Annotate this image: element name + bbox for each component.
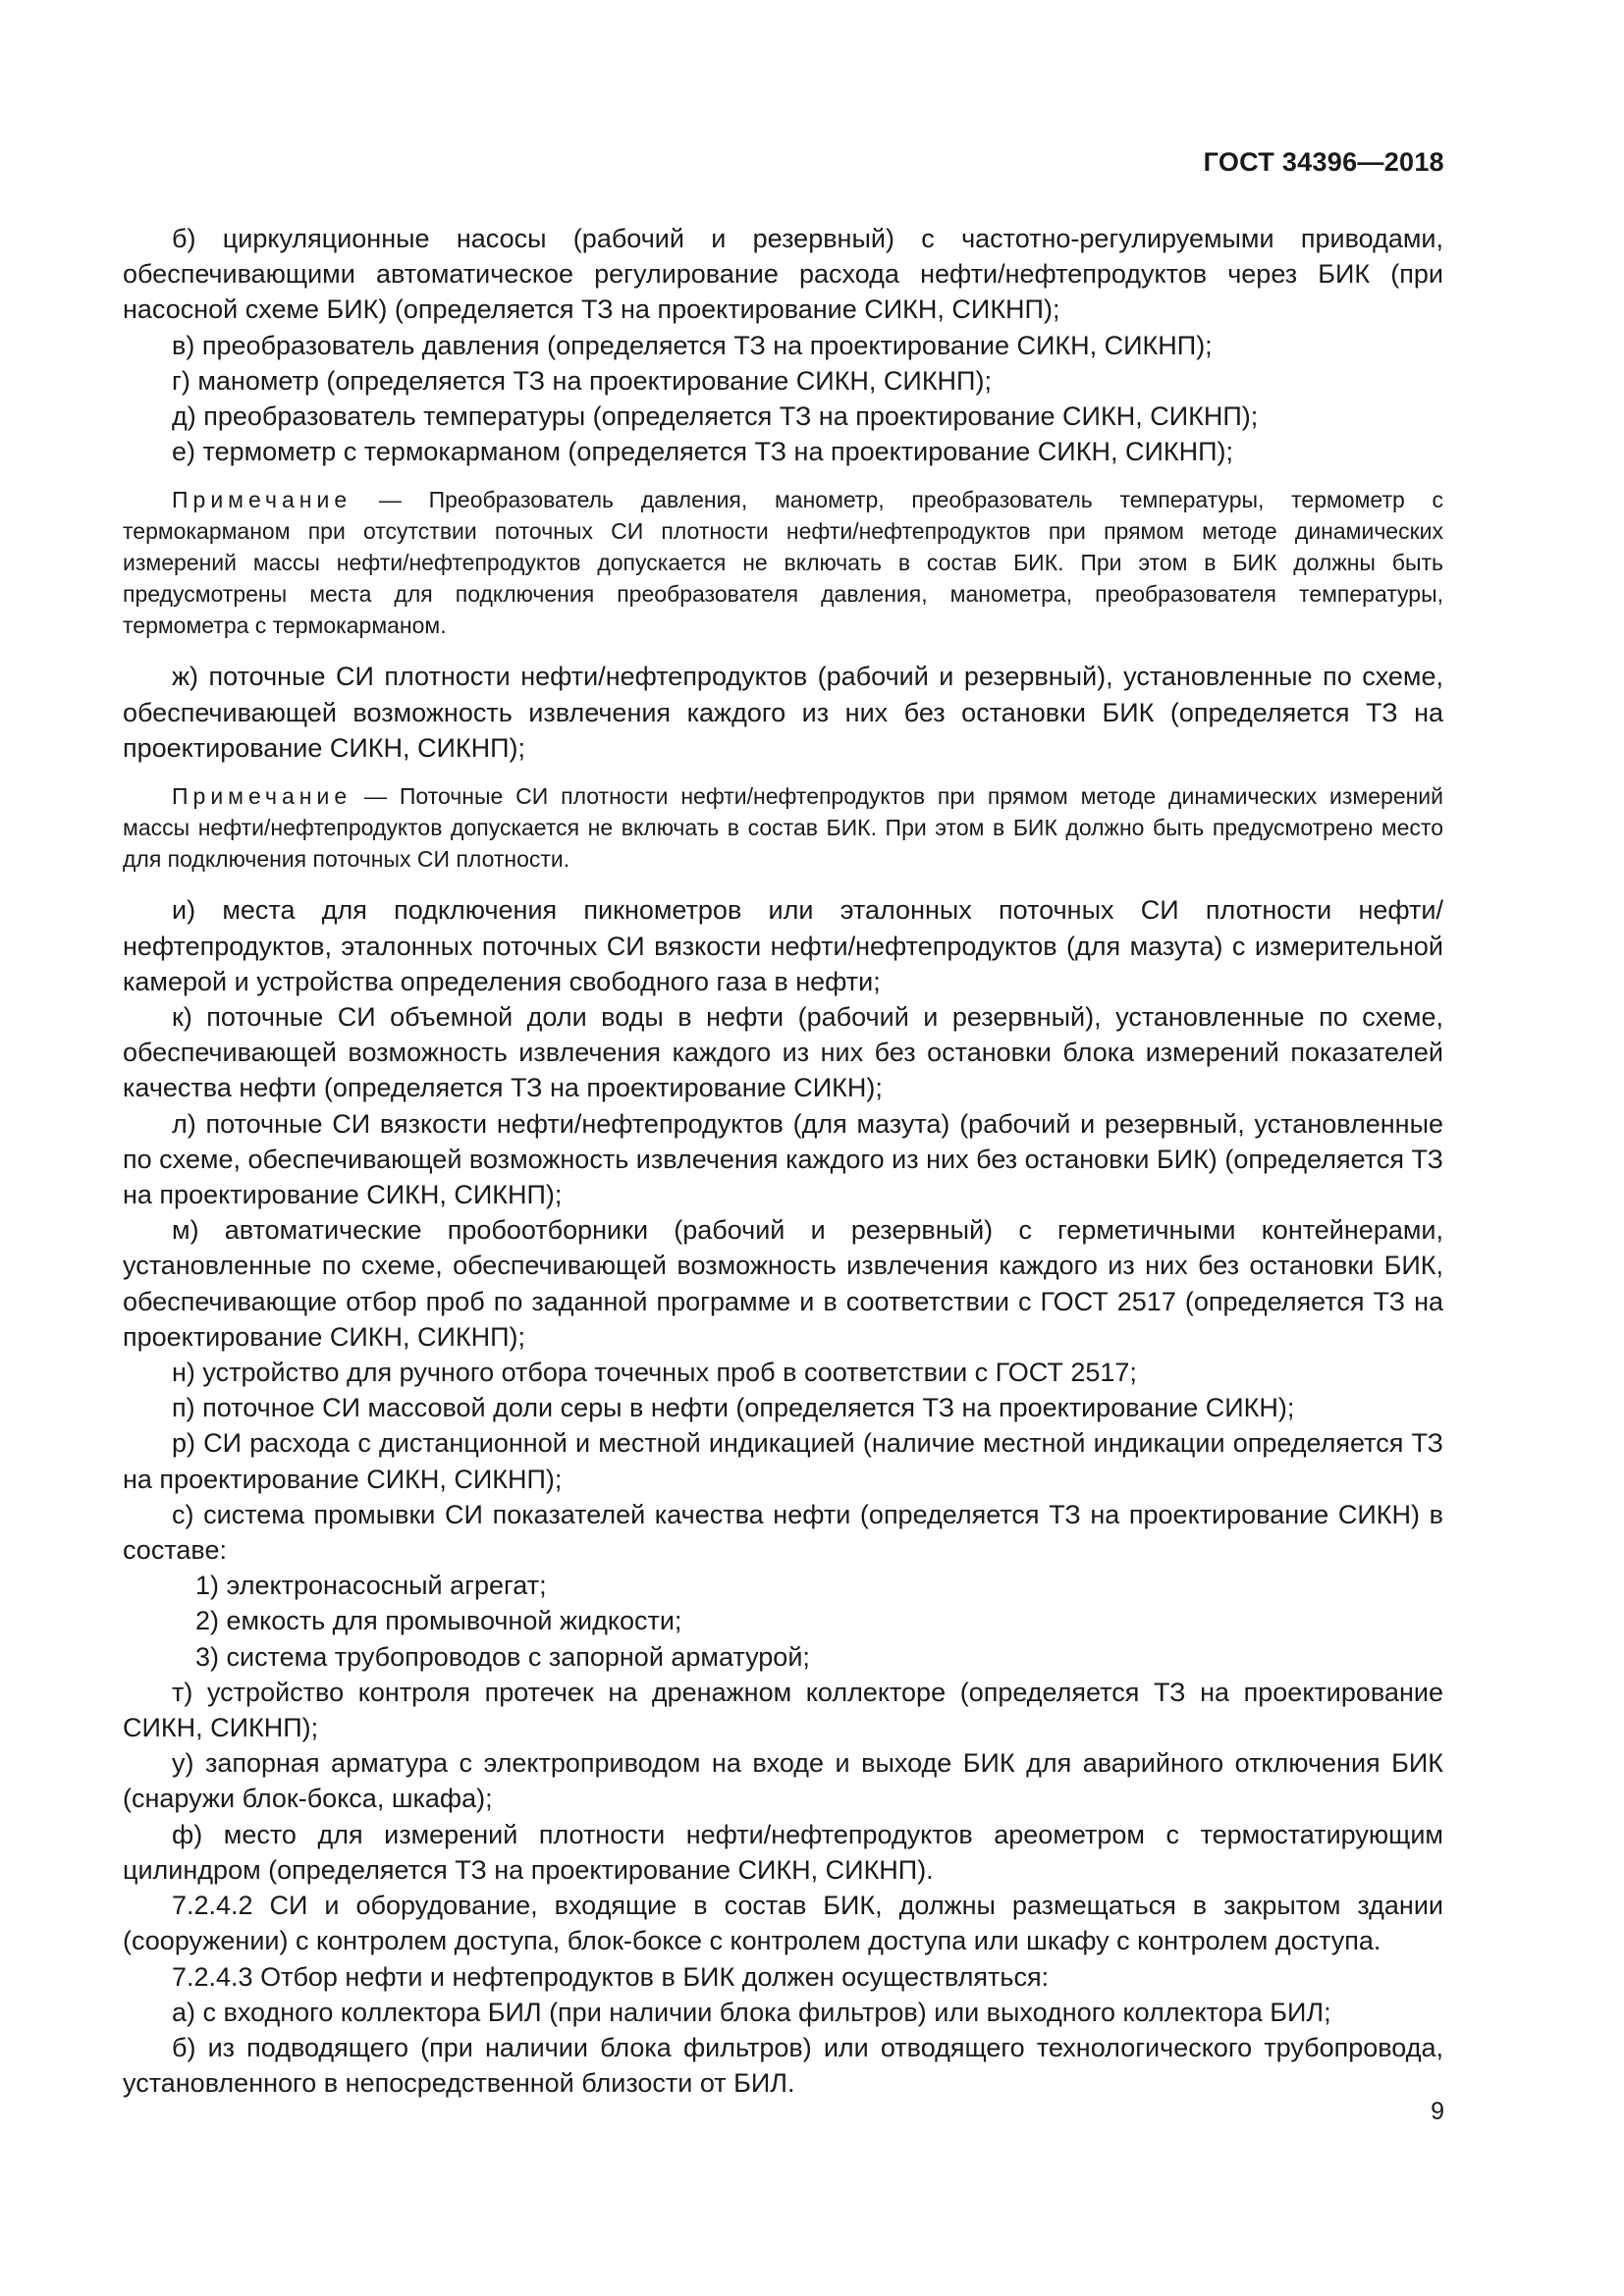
note-label: Примечание [172,783,352,810]
list-item: ф) место для измерений плотности нефти/нефтепродуктов ареометром с термостатирующим цилиндром (определяется ТЗ на проектирование СИКН, СИКНП). [123,1819,1443,1885]
list-item: м) автоматические пробоотборники (рабочий и резервный) с герметичными контейнерами, установленные по схеме, обеспечивающей возможность извлечения каждого из них без остановки БИК, обеспечивающие отбор проб по заданной программе и в соответствии с ГОСТ 2517 (определяется ТЗ на проектирование СИКН, СИКНП); [123,1215,1443,1352]
note-label: Примечание [172,487,352,513]
note-text: — Поточные СИ плотности нефти/нефтепродуктов при прямом методе динамических измерений массы нефти/нефтепродуктов допускается не включать в состав БИК. При этом в БИК должно быть предусмотрено место для подключения поточных СИ плотности. [123,783,1444,872]
list-item: б) циркуляционные насосы (рабочий и резервный) с частотно-регулируемыми приводами, обеспечивающими автоматическое регулирование расхода нефти/нефтепродуктов через БИК (при насосной схеме БИК) (определяется ТЗ на проектирование СИКН, СИКНП); [123,224,1443,325]
page-number: 9 [1431,2098,1444,2125]
list-item: а) с входного коллектора БИЛ (при наличии блока фильтров) или выходного коллектора БИЛ; [172,1997,1331,2027]
sub-list-item: 1) электронасосный агрегат; [195,1571,547,1601]
list-item: р) СИ расхода с дистанционной и местной индикацией (наличие местной индикации определяется ТЗ на проектирование СИКН, СИКНП); [123,1428,1443,1494]
list-item: д) преобразователь температуры (определяется ТЗ на проектирование СИКН, СИКНП); [172,401,1259,432]
list-item: г) манометр (определяется ТЗ на проектирование СИКН, СИКНП); [172,365,992,396]
list-item: ж) поточные СИ плотности нефти/нефтепродуктов (рабочий и резервный), установленные по схеме, обеспечивающей возможность извлечения каждого из них без остановки БИК (определяется ТЗ на проектирование СИКН, СИКНП); [123,662,1443,763]
sub-list-item: 2) емкость для промывочной жидкости; [195,1606,682,1636]
list-item: е) термометр с термокарманом (определяется ТЗ на проектирование СИКН, СИКНП); [172,437,1233,467]
list-item: к) поточные СИ объемной доли воды в нефти (рабочий и резервный), установленные по схеме, обеспечивающей возможность извлечения каждого из них без остановки блока измерений показателей качества нефти (определяется ТЗ на проектирование СИКН); [123,1002,1443,1103]
sub-list-item: 3) система трубопроводов с запорной арматурой; [195,1641,810,1672]
section-paragraph: 7.2.4.2 СИ и оборудование, входящие в состав БИК, должны размещаться в закрытом здании (сооружении) с контролем доступа, блок-боксе с контролем доступа или шкафу с контролем доступа. [123,1891,1443,1956]
list-item: т) устройство контроля протечек на дренажном коллекторе (определяется ТЗ на проектирование СИКН, СИКНП); [123,1677,1443,1743]
section-paragraph: 7.2.4.3 Отбор нефти и нефтепродуктов в БИК должен осуществляться: [172,1961,1050,1992]
page-content [123,221,1443,2101]
list-item: у) запорная арматура с электроприводом на входе и выходе БИК для аварийного отключения БИК (снаружи блок-бокса, шкафа); [123,1748,1443,1814]
note [123,781,1443,875]
list-item: п) поточное СИ массовой доли серы в нефти (определяется ТЗ на проектирование СИКН); [172,1393,1295,1423]
list-item: л) поточные СИ вязкости нефти/нефтепродуктов (для мазута) (рабочий и резервный, установленные по схеме, обеспечивающей возможность извлечения каждого из них без остановки БИК) (определяется ТЗ на проектирование СИКН, СИКНП); [123,1108,1443,1210]
list-item: и) места для подключения пикнометров или эталонных поточных СИ плотности нефти/нефтепродуктов, эталонных поточных СИ вязкости нефти/нефтепродуктов (для мазута) с измерительной камерой и устройства определения свободного газа в нефти; [123,895,1443,996]
list-item: в) преобразователь давления (определяется ТЗ на проектирование СИКН, СИКНП); [172,330,1213,360]
list-item: б) из подводящего (при наличии блока фильтров) или отводящего технологического трубопровода, установленного в непосредственной близости от БИЛ. [123,2032,1443,2099]
note-text: — Преобразователь давления, манометр, преобразователь температуры, термометр с термокарманом при отсутствии поточных СИ плотности нефти/нефтепродуктов при прямом методе динамических измерений массы нефти/нефтепродуктов допускается не включать в состав БИК. При этом в БИК должны быть предусмотрены места для подключения преобразователя давления, манометра, преобразователя температуры, термометра с термокарманом. [123,487,1443,638]
note [123,485,1443,641]
list-item: с) система промывки СИ показателей качества нефти (определяется ТЗ на проектирование СИКН) в составе: [123,1499,1443,1566]
document-code: ГОСТ 34396—2018 [1203,147,1444,177]
list-item: н) устройство для ручного отбора точечных проб в соответствии с ГОСТ 2517; [172,1358,1137,1388]
